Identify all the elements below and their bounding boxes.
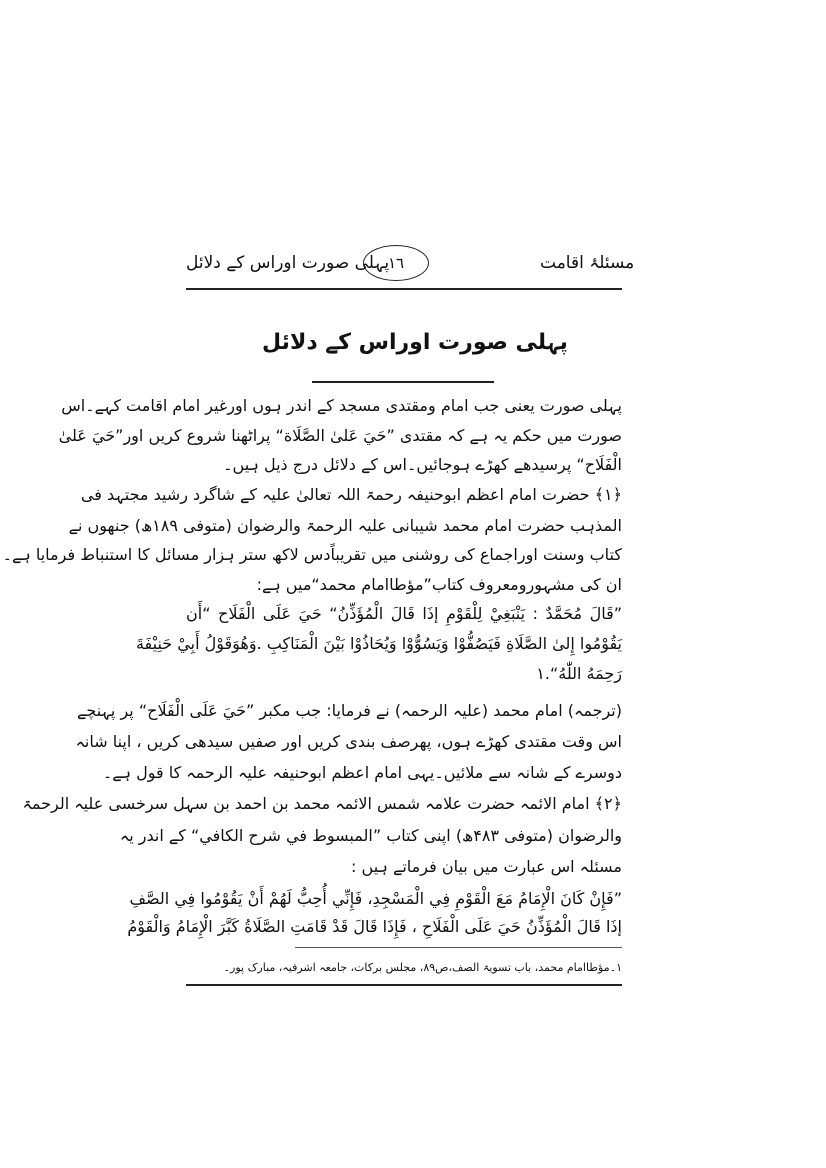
body-line: اس وقت مقتدی کھڑے ہوں، پھرصف بندی کریں اور صفیں سیدھی کریں ، اپنا شانہ	[75, 732, 622, 751]
header-rule	[186, 288, 622, 290]
body-line: ”فَإِنْ كَانَ الْإِمَامُ مَعَ الْقَوْمِ فِي الْمَسْجِدِ، فَإِنِّي أُحِبُّ لَهُمْ أَنْ يَقُوْمُوا فِي الصَّفِ	[129, 889, 622, 908]
body-line: ﴿۲﴾ امام الائمہ حضرت علامہ شمس الائمہ محمد بن احمد بن سہل سرخسی علیہ الرحمۃ	[22, 794, 622, 813]
header-chapter-title: پہلی صورت اوراس کے دلائل	[186, 253, 390, 273]
body-line: کتاب وسنت اوراجماع کی روشنی میں تقریباًدس لاکھ ستر ہزار مسائل کا استنباط فرمایا ہے۔	[2, 545, 622, 564]
body-line: ان کی مشہورومعروف کتاب”مؤطاامام محمد“میں ہے:	[256, 575, 622, 594]
body-line: ”قَالَ مُحَمَّدٌ : يَنْبَغِيْ لِلْقَوْمِ إذَا قَالَ الْمُؤَذِّنُ“ حَيَ عَلَى الْفَلَاح “أَن	[186, 604, 622, 623]
body-line: پہلی صورت یعنی جب امام ومقتدی مسجد کے اندر ہوں اورغیر امام اقامت کہے۔اس	[61, 396, 622, 415]
header-book-title: مسئلۂ اقامت	[540, 253, 635, 273]
section-title: پہلی صورت اوراس کے دلائل	[262, 330, 568, 355]
body-line: يَقُوْمُوا إِلىٰ الصَّلَاةِ فَيَصُفُّوْا وَيَسُوُّوْا وَيُحَاذُوْا بَيْنَ الْمَنَاكِبِ .وَهُوَقَوْلُ أَبِيْ حَنِيْفَةَ	[135, 634, 622, 653]
title-underline	[312, 381, 494, 383]
body-line: رَحِمَهُ اللّٰهُ“.۱	[536, 664, 622, 683]
footnote: ۱۔مؤطاامام محمد، باب تسویۃ الصف،ص۸۹، مجلس برکات، جامعہ اشرفیہ، مبارک پور۔	[223, 961, 622, 974]
body-line: المذہب حضرت امام محمد شیبانی علیہ الرحمۃ والرضوان (متوفی ۱۸۹ھ) جنھوں نے	[68, 516, 622, 535]
body-line: إذَا قَالَ الْمُؤَذِّنُ حَيَ عَلَى الْفَلَاحِ ، فَإِذَا قَالَ قَدْ قَامَتِ الصَّلَاةُ كَبَّرَ الْإِمَامُ وَالْقَوْمُ	[127, 917, 622, 936]
body-line: الْفَلَاح“ پرسیدھے کھڑے ہوجائیں۔اس کے دلائل درج ذیل ہیں۔	[223, 455, 622, 474]
body-line: صورت میں حکم یہ ہے کہ مقتدی ”حَيَ عَلىٰ الصَّلَاة“ پراٹھنا شروع کریں اور”حَيَ عَلىٰ	[58, 426, 622, 445]
page-number: ١٦	[363, 245, 429, 281]
body-line: ﴿۱﴾ حضرت امام اعظم ابوحنیفہ رحمۃ اللہ تعالیٰ علیہ کے شاگرد رشید مجتہد فی	[80, 485, 622, 504]
body-line: (ترجمہ) امام محمد (علیہ الرحمہ) نے فرمایا: جب مکبر ”حَيَ عَلَى الْفَلَاح“ پر پہنچے	[77, 701, 622, 720]
body-line: دوسرے کے شانہ سے ملائیں۔یہی امام اعظم ابوحنیفہ علیہ الرحمہ کا قول ہے۔	[102, 763, 622, 782]
body-line: مسئلہ اس عبارت میں بیان فرماتے ہیں :	[351, 857, 622, 876]
footnote-rule	[295, 947, 622, 948]
bottom-rule	[186, 984, 622, 986]
body-line: والرضوان (متوفی ۴۸۳ھ) اپنی کتاب ”المبسوط في شرح الكافي“ کے اندر یہ	[119, 826, 622, 845]
